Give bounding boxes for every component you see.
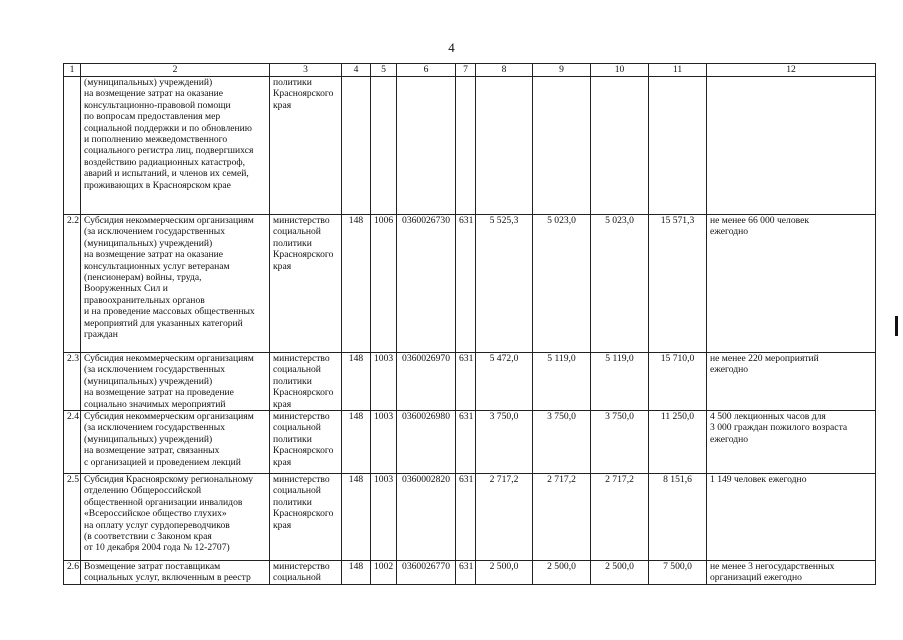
total-amount-cell: 15 710,0 (649, 353, 707, 411)
header-cell: 4 (342, 64, 371, 77)
grbs-code-cell: 148 (342, 215, 371, 353)
header-cell: 1 (64, 64, 81, 77)
ministry-cell: министерство социальной политики Красноярского края (270, 474, 342, 561)
expense-type-cell (456, 77, 476, 215)
ministry-cell: политики Красноярского края (270, 77, 342, 215)
ministry-cell: министерство социальной политики Красноярского края (270, 215, 342, 353)
header-cell: 7 (456, 64, 476, 77)
year-2-amount-cell: 5 023,0 (533, 215, 591, 353)
year-1-amount-cell: 2 500,0 (476, 561, 533, 585)
target-article-cell (397, 77, 456, 215)
year-2-amount-cell: 5 119,0 (533, 353, 591, 411)
header-cell: 5 (371, 64, 397, 77)
expense-type-cell: 631 (456, 474, 476, 561)
total-amount-cell: 8 151,6 (649, 474, 707, 561)
year-2-amount-cell: 2 500,0 (533, 561, 591, 585)
expected-result-cell: 1 149 человек ежегодно (707, 474, 876, 561)
year-1-amount-cell: 3 750,0 (476, 411, 533, 474)
expected-result-cell (707, 77, 876, 215)
year-1-amount-cell: 5 472,0 (476, 353, 533, 411)
row-number-cell: 2.6 (64, 561, 81, 585)
target-article-cell: 0360026770 (397, 561, 456, 585)
header-cell: 8 (476, 64, 533, 77)
section-code-cell: 1003 (371, 353, 397, 411)
target-article-cell: 0360026970 (397, 353, 456, 411)
table-body (64, 77, 876, 585)
year-2-amount-cell: 3 750,0 (533, 411, 591, 474)
measure-name-cell: (муниципальных) учреждений) на возмещение затрат на оказание консультационно-правовой помощи по вопросам предоставления мер социальной поддержки и по обновлению и пополнению межведомственного социального регистра лиц, подвергшихся воздействию радиационных катастроф, аварий и испытаний, и членов их семей, проживающих в Красноярском крае (81, 77, 270, 215)
year-2-amount-cell: 2 717,2 (533, 474, 591, 561)
target-article-cell: 0360026730 (397, 215, 456, 353)
total-amount-cell: 15 571,3 (649, 215, 707, 353)
year-3-amount-cell: 3 750,0 (591, 411, 649, 474)
expected-result-cell: не менее 66 000 человек ежегодно (707, 215, 876, 353)
grbs-code-cell (342, 77, 371, 215)
year-1-amount-cell: 2 717,2 (476, 474, 533, 561)
grbs-code-cell: 148 (342, 411, 371, 474)
header-cell: 10 (591, 64, 649, 77)
section-code-cell: 1003 (371, 411, 397, 474)
program-table (63, 63, 876, 585)
grbs-code-cell: 148 (342, 353, 371, 411)
table-row (64, 215, 876, 353)
measure-name-cell: Субсидия некоммерческим организациям (за исключением государственных (муниципальных) учреждений) на возмещение затрат на проведение социально значимых мероприятий (81, 353, 270, 411)
row-number-cell: 2.3 (64, 353, 81, 411)
grbs-code-cell: 148 (342, 474, 371, 561)
header-cell: 11 (649, 64, 707, 77)
page-number: 4 (448, 40, 455, 55)
header-cell: 6 (397, 64, 456, 77)
expected-result-cell: 4 500 лекционных часов для 3 000 граждан пожилого возраста ежегодно (707, 411, 876, 474)
grbs-code-cell: 148 (342, 561, 371, 585)
row-number-cell: 2.5 (64, 474, 81, 561)
measure-name-cell: Субсидия некоммерческим организациям (за исключением государственных (муниципальных) учреждений) на возмещение затрат на оказание консультационных услуг ветеранам (пенсионерам) войны, труда, Вооруженных Сил и правоохранительных органов и на проведение массовых общественных мероприятий для указанных категорий граждан (81, 215, 270, 353)
expense-type-cell: 631 (456, 411, 476, 474)
row-number-cell: 2.4 (64, 411, 81, 474)
year-3-amount-cell (591, 77, 649, 215)
year-3-amount-cell: 2 500,0 (591, 561, 649, 585)
section-code-cell (371, 77, 397, 215)
table-row (64, 474, 876, 561)
total-amount-cell (649, 77, 707, 215)
row-number-cell (64, 77, 81, 215)
table-row (64, 77, 876, 215)
row-number-cell: 2.2 (64, 215, 81, 353)
year-2-amount-cell (533, 77, 591, 215)
measure-name-cell: Субсидия некоммерческим организациям (за исключением государственных (муниципальных) учреждений) на возмещение затрат, связанных с организацией и проведением лекций (81, 411, 270, 474)
ministry-cell: министерство социальной (270, 561, 342, 585)
header-cell: 9 (533, 64, 591, 77)
ministry-cell: министерство социальной политики Красноярского края (270, 411, 342, 474)
year-1-amount-cell: 5 525,3 (476, 215, 533, 353)
expected-result-cell: не менее 3 негосударственных организаций ежегодно (707, 561, 876, 585)
table-row (64, 411, 876, 474)
expense-type-cell: 631 (456, 215, 476, 353)
target-article-cell: 0360002820 (397, 474, 456, 561)
section-code-cell: 1006 (371, 215, 397, 353)
total-amount-cell: 7 500,0 (649, 561, 707, 585)
expected-result-cell: не менее 220 мероприятий ежегодно (707, 353, 876, 411)
table-row (64, 561, 876, 585)
header-cell: 12 (707, 64, 876, 77)
measure-name-cell: Возмещение затрат поставщикам социальных услуг, включенным в реестр (81, 561, 270, 585)
year-3-amount-cell: 5 119,0 (591, 353, 649, 411)
ministry-cell: министерство социальной политики Красноярского края (270, 353, 342, 411)
header-cell: 3 (270, 64, 342, 77)
header-cell: 2 (81, 64, 270, 77)
section-code-cell: 1002 (371, 561, 397, 585)
expense-type-cell: 631 (456, 353, 476, 411)
year-1-amount-cell (476, 77, 533, 215)
table-row (64, 353, 876, 411)
year-3-amount-cell: 2 717,2 (591, 474, 649, 561)
measure-name-cell: Субсидия Красноярскому региональному отделению Общероссийской общественной организации инвалидов «Всероссийское общество глухих» на оплату услуг сурдопереводчиков (в соответствии с Законом края от 10 декабря 2004 года № 12-2707) (81, 474, 270, 561)
header-row (64, 64, 876, 77)
year-3-amount-cell: 5 023,0 (591, 215, 649, 353)
page-edge-mark (895, 316, 898, 336)
expense-type-cell: 631 (456, 561, 476, 585)
total-amount-cell: 11 250,0 (649, 411, 707, 474)
target-article-cell: 0360026980 (397, 411, 456, 474)
section-code-cell: 1003 (371, 474, 397, 561)
